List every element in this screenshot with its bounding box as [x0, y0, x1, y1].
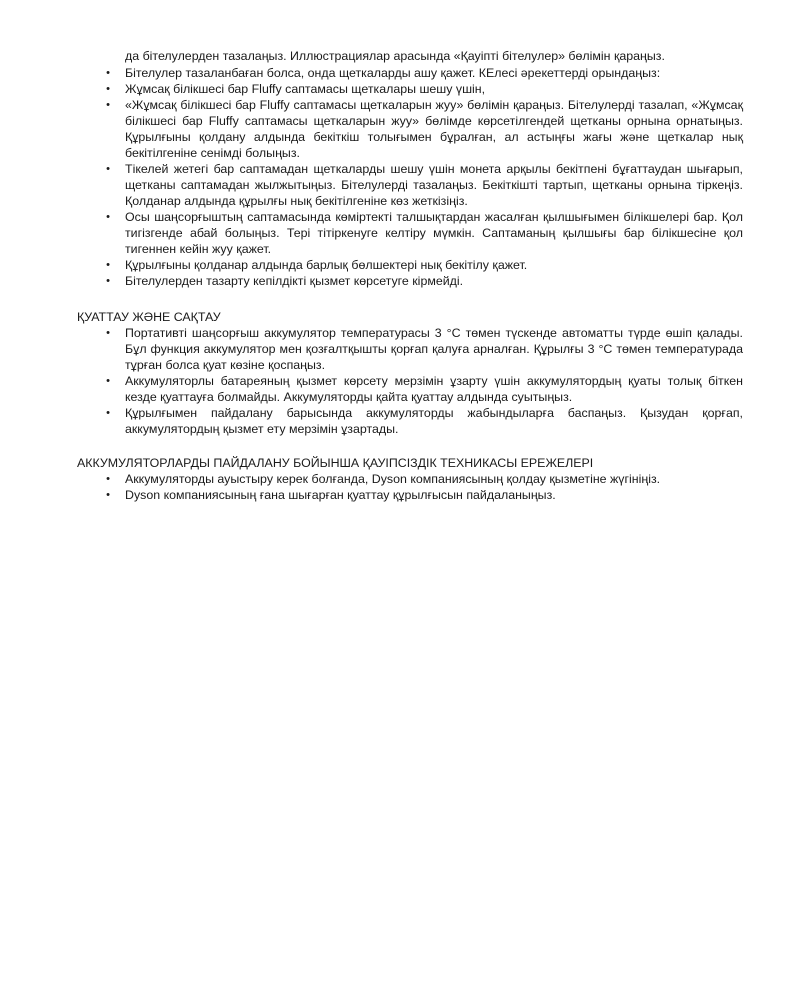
list-item-text: Бітелулер тазаланбаған болса, онда щеткаларды ашу қажет. КЕлесі әрекеттерді орындаңыз: — [125, 66, 661, 80]
list-item-text: Құрылғымен пайдалану барысында аккумуляторды жабындыларға баспаңыз. Қызудан қорғап, аккумулятордың қызмет ету мерзімін ұзартады. — [125, 406, 743, 436]
bullet-icon: • — [106, 407, 110, 419]
battery-safety-bullet-list — [0, 471, 800, 503]
bullet-icon: • — [106, 83, 110, 95]
charging-bullet-list — [0, 325, 800, 437]
bullet-icon: • — [106, 163, 110, 175]
list-item — [106, 81, 743, 97]
list-item-text: Құрылғыны қолданар алдында барлық бөлшектері нық бекітілу қажет. — [125, 258, 528, 272]
list-item-text: Аккумуляторды ауыстыру керек болғанда, Dyson компаниясының қолдау қызметіне жүгініңіз. — [125, 472, 661, 486]
list-item — [106, 65, 743, 81]
bullet-icon: • — [106, 99, 110, 111]
list-item — [106, 97, 743, 161]
list-item — [106, 487, 743, 503]
bullet-icon: • — [106, 211, 110, 223]
bullet-icon: • — [106, 259, 110, 271]
list-item — [106, 161, 743, 209]
bullet-icon: • — [106, 375, 110, 387]
list-item-text: Портативті шаңсорғыш аккумулятор температурасы 3 °C төмен түскенде автоматты түрде өшіп қалады. Бұл функция аккумулятор мен қозғалтқышты қорғап қалуға арналған. Құрылғы 3 °C төмен температурада тұрған болса қуат көзіне қоспаңыз. — [125, 326, 743, 372]
bullet-icon: • — [106, 67, 110, 79]
bullet-icon: • — [106, 489, 110, 501]
bullet-icon: • — [106, 473, 110, 485]
list-item-text: Жұмсақ білікшесі бар Fluffy саптамасы щеткалары шешу үшін, — [125, 82, 486, 96]
list-item — [106, 373, 743, 405]
list-item-text: Бітелулерден тазарту кепілдікті қызмет көрсетуге кірмейді. — [125, 274, 464, 288]
list-item — [106, 273, 743, 289]
list-item-text: Dyson компаниясының ғана шығарған қуаттау құрылғысын пайдаланыңыз. — [125, 488, 556, 502]
list-item — [106, 405, 743, 437]
list-item-text: Аккумуляторлы батареяның қызмет көрсету мерзімін ұзарту үшін аккумулятордың қуаты толық біткен кезде қуаттауға болмайды. Аккумуляторды қайта қуаттау алдында суытыңыз. — [125, 374, 743, 404]
list-item — [106, 471, 743, 487]
unclogging-bullet-list — [0, 65, 800, 289]
bullet-icon: • — [106, 275, 110, 287]
list-item-text: Тікелей жетегі бар саптамадан щеткаларды шешу үшін монета арқылы бекітпені бұғаттаудан шығарып, щетканы саптамадан жылжытыңыз. Бітелулерді тазалаңыз. Бекіткішті тартып, щетканы орнына тіркеңіз. Қолданар алдында құрылғы нық бекітілгеніне көз жеткізіңіз. — [125, 162, 743, 208]
list-item — [106, 257, 743, 273]
section-heading-battery-safety: АККУМУЛЯТОРЛАРДЫ ПАЙДАЛАНУ БОЙЫНША ҚАУІПСІЗДІК ТЕХНИКАСЫ ЕРЕЖЕЛЕРІ — [77, 456, 594, 470]
continued-paragraph: да бітелулерден тазалаңыз. Иллюстрациялар арасында «Қауіпті бітелулер» бөлімін қараңыз. — [125, 49, 665, 63]
list-item — [106, 209, 743, 257]
bullet-icon: • — [106, 327, 110, 339]
section-heading-charging-storage: ҚУАТТАУ ЖӘНЕ САҚТАУ — [77, 310, 221, 324]
list-item-text: «Жұмсақ білікшесі бар Fluffy саптамасы щеткаларын жуу» бөлімін қараңыз. Бітелулерді тазалап, «Жұмсақ білікшесі бар Fluffy саптамасы щеткаларын жуу» бөлімде көрсетілгендей щетканы орнына орнатыңыз. Құрылғыны қолдану алдында бекіткіш толығымен бұралған, ал астыңғы жағы және щеткалар нық бекітілгеніне сенімді болыңыз. — [125, 98, 743, 160]
list-item — [106, 325, 743, 373]
list-item-text: Осы шаңсорғыштың саптамасында көміртекті талшықтардан жасалған қылшығымен білікшелері бар. Қол тигізгенде абай болыңыз. Тері тітіркенуге келтіру мүмкін. Саптаманың қылшығы бар білікшесіне қол тигеннен кейін жуу қажет. — [125, 210, 743, 256]
